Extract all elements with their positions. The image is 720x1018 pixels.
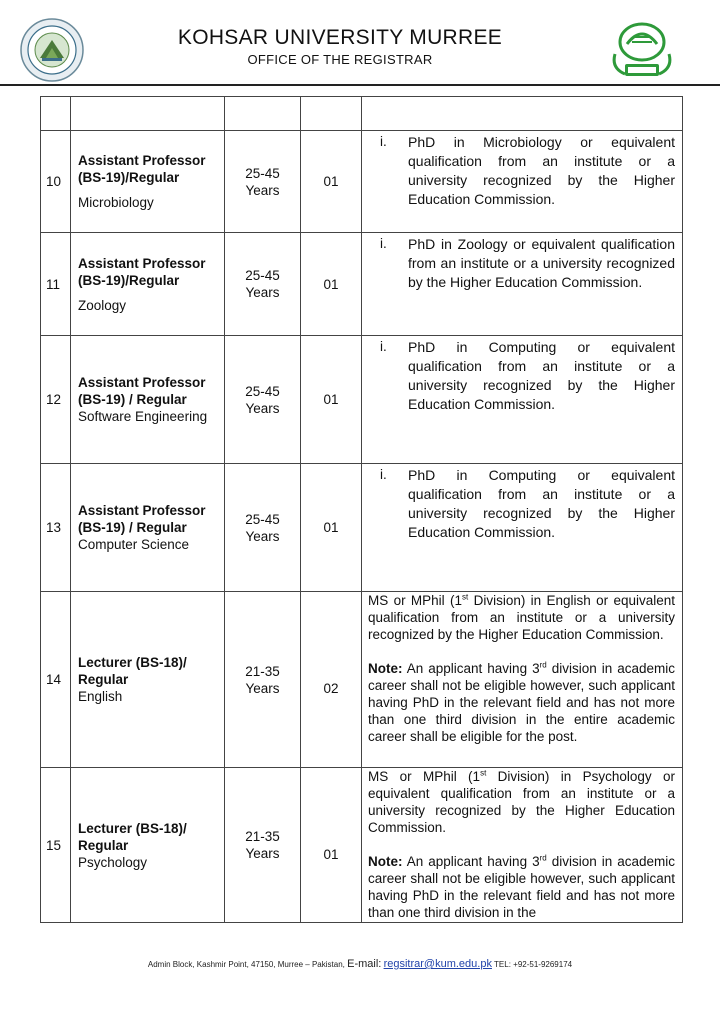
post-cell [71, 336, 225, 464]
qualification-text: PhD in Computing or equivalent qualification from an institute or a university recognized by the Higher Education Commission. [408, 339, 675, 412]
table-row [41, 131, 683, 233]
vacancy-table [40, 96, 683, 923]
age-cell [225, 768, 301, 923]
post-title: Lecturer (BS-18)/ Regular [78, 655, 187, 687]
age-unit: Years [245, 846, 280, 861]
qualification-text: MS or MPhil (1st Division) in English or equivalent qualification from an institute or a university recognized by the Higher Education Commission. [368, 592, 675, 642]
email-link[interactable]: regsitrar@kum.edu.pk [383, 958, 492, 970]
age-unit: Years [245, 285, 280, 300]
qualification-cell [362, 592, 683, 768]
eligibility-note: Note: An applicant having 3rd division in academic career shall not be eligible however, such applicant having PhD in the relevant field and has not more than one third division in the entire academic career shall be eligible for the post. [368, 660, 675, 744]
qualification-cell [362, 768, 683, 923]
age-range: 21-35 [245, 663, 280, 679]
post-title: Assistant Professor (BS-19) / Regular [78, 503, 206, 535]
serial-number: 15 [41, 768, 71, 923]
post-cell [71, 131, 225, 233]
age-cell [225, 233, 301, 336]
table-row [41, 464, 683, 592]
serial-number: 12 [41, 336, 71, 464]
list-marker: i. [380, 467, 387, 482]
age-unit: Years [245, 528, 280, 544]
serial-number: 13 [41, 464, 71, 592]
office-name: OFFICE OF THE REGISTRAR [247, 52, 433, 67]
table-row [41, 592, 683, 768]
footer-address: Admin Block, Kashmir Point, 47150, Murree – Pakistan, [147, 960, 345, 969]
age-range: 25-45 [245, 511, 280, 527]
serial-number: 10 [41, 131, 71, 233]
serial-number: 14 [41, 592, 71, 768]
serial-number: 11 [41, 233, 71, 336]
qualification-cell [362, 464, 683, 592]
table-row [41, 233, 683, 336]
post-subject: English [78, 689, 123, 704]
post-cell [71, 464, 225, 592]
qualification-cell [362, 336, 683, 464]
post-title: Assistant Professor (BS-19) / Regular [78, 375, 206, 407]
email-label: E-mail: [347, 958, 382, 970]
post-count: 01 [301, 336, 362, 464]
eligibility-note: Note: An applicant having 3rd division in academic career shall not be eligible however, such applicant having PhD in the relevant field and has not more than one third division in the [368, 853, 675, 920]
age-range: 25-45 [245, 268, 280, 283]
post-count: 01 [301, 131, 362, 233]
age-unit: Years [245, 400, 280, 416]
post-subject: Zoology [78, 297, 127, 313]
table-row [41, 768, 683, 923]
post-count: 01 [301, 464, 362, 592]
age-cell [225, 336, 301, 464]
qualification-text: PhD in Microbiology or equivalent qualification from an institute or a university recognized by the Higher Education Commission. [408, 134, 675, 207]
age-range: 21-35 [245, 829, 280, 844]
footer-contact [0, 958, 720, 970]
post-title: Assistant Professor (BS-19)/Regular [78, 153, 206, 185]
post-subject: Computer Science [78, 537, 190, 552]
university-name: KOHSAR UNIVERSITY MURREE [177, 26, 503, 49]
post-cell [71, 592, 225, 768]
note-label: Note: [368, 854, 403, 869]
post-count: 02 [301, 592, 362, 768]
age-unit: Years [245, 680, 280, 696]
note-label: Note: [368, 661, 403, 676]
list-marker: i. [380, 134, 387, 149]
post-cell [71, 233, 225, 336]
age-range: 25-45 [245, 383, 280, 399]
post-count: 01 [301, 233, 362, 336]
age-cell [225, 592, 301, 768]
post-title: Lecturer (BS-18)/ Regular [78, 820, 187, 853]
qualification-text: PhD in Computing or equivalent qualification from an institute or a university recognized by the Higher Education Commission. [408, 467, 675, 540]
post-cell [71, 768, 225, 923]
post-title: Assistant Professor (BS-19)/Regular [78, 255, 206, 288]
post-subject: Microbiology [78, 195, 154, 210]
qualification-text: MS or MPhil (1st Division) in Psychology or equivalent qualification from an institute or a university recognized by the Higher Education Commission. [368, 768, 675, 835]
age-range: 25-45 [245, 165, 280, 181]
list-marker: i. [380, 236, 387, 251]
post-subject: Psychology [78, 854, 148, 870]
age-cell [225, 464, 301, 592]
age-cell [225, 131, 301, 233]
qualification-text: PhD in Zoology or equivalent qualification from an institute or a university recognized by the Higher Education Commission. [408, 236, 675, 290]
post-count: 01 [301, 768, 362, 923]
qualification-cell [362, 131, 683, 233]
table-row [41, 336, 683, 464]
list-marker: i. [380, 339, 387, 354]
header-divider [0, 84, 720, 86]
letterhead [0, 0, 720, 86]
table-row-top [41, 97, 683, 131]
age-unit: Years [245, 182, 280, 198]
qualification-cell [362, 233, 683, 336]
government-emblem-logo [605, 20, 679, 82]
footer-telephone: TEL: +92-51-9269174 [494, 960, 573, 969]
post-subject: Software Engineering [78, 409, 208, 424]
